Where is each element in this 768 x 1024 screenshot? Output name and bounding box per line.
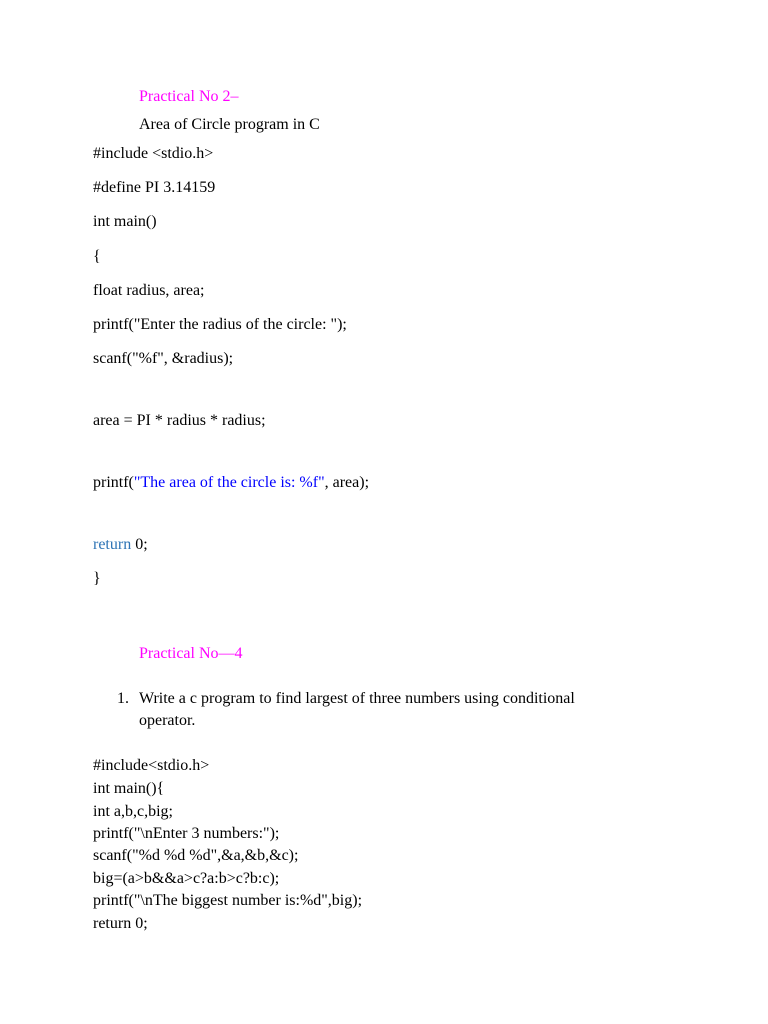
question-number: 1. — [117, 690, 129, 707]
code-line: big=(a>b&&a>c?a:b>c?b:c); — [93, 870, 280, 887]
code-text: printf( — [93, 474, 134, 491]
code-line: #include<stdio.h> — [93, 757, 210, 774]
code-line: { — [93, 248, 101, 265]
code-line: return 0; — [93, 915, 148, 932]
code-line: scanf("%d %d %d",&a,&b,&c); — [93, 847, 299, 864]
code-line: #define PI 3.14159 — [93, 179, 216, 196]
code-line: int main(){ — [93, 780, 165, 797]
code-line: float radius, area; — [93, 282, 205, 299]
code-line: printf("\nThe biggest number is:%d",big); — [93, 892, 363, 909]
string-literal: "The area of the circle is: %f" — [133, 474, 325, 491]
code-line: printf("Enter the radius of the circle: "); — [93, 316, 347, 333]
code-line: area = PI * radius * radius; — [93, 412, 266, 429]
code-line: } — [93, 570, 101, 587]
code-line-return — [93, 535, 148, 555]
practical-2-heading: Practical No 2– — [139, 88, 239, 105]
question-text-line-2: operator. — [139, 712, 196, 729]
code-line: scanf("%f", &radius); — [93, 350, 234, 367]
code-line: printf("\nEnter 3 numbers:"); — [93, 825, 280, 842]
code-line: #include <stdio.h> — [93, 145, 214, 162]
practical-4-heading: Practical No—4 — [139, 645, 243, 662]
code-line-printf-area — [93, 473, 369, 493]
question-text-line-1: Write a c program to find largest of three numbers using conditional — [139, 690, 575, 707]
practical-2-title: Area of Circle program in C — [139, 116, 320, 133]
code-text: 0; — [131, 536, 148, 553]
code-text: , area); — [324, 474, 370, 491]
code-line: int main() — [93, 213, 157, 230]
code-line: int a,b,c,big; — [93, 803, 173, 820]
keyword-return: return — [93, 536, 132, 553]
